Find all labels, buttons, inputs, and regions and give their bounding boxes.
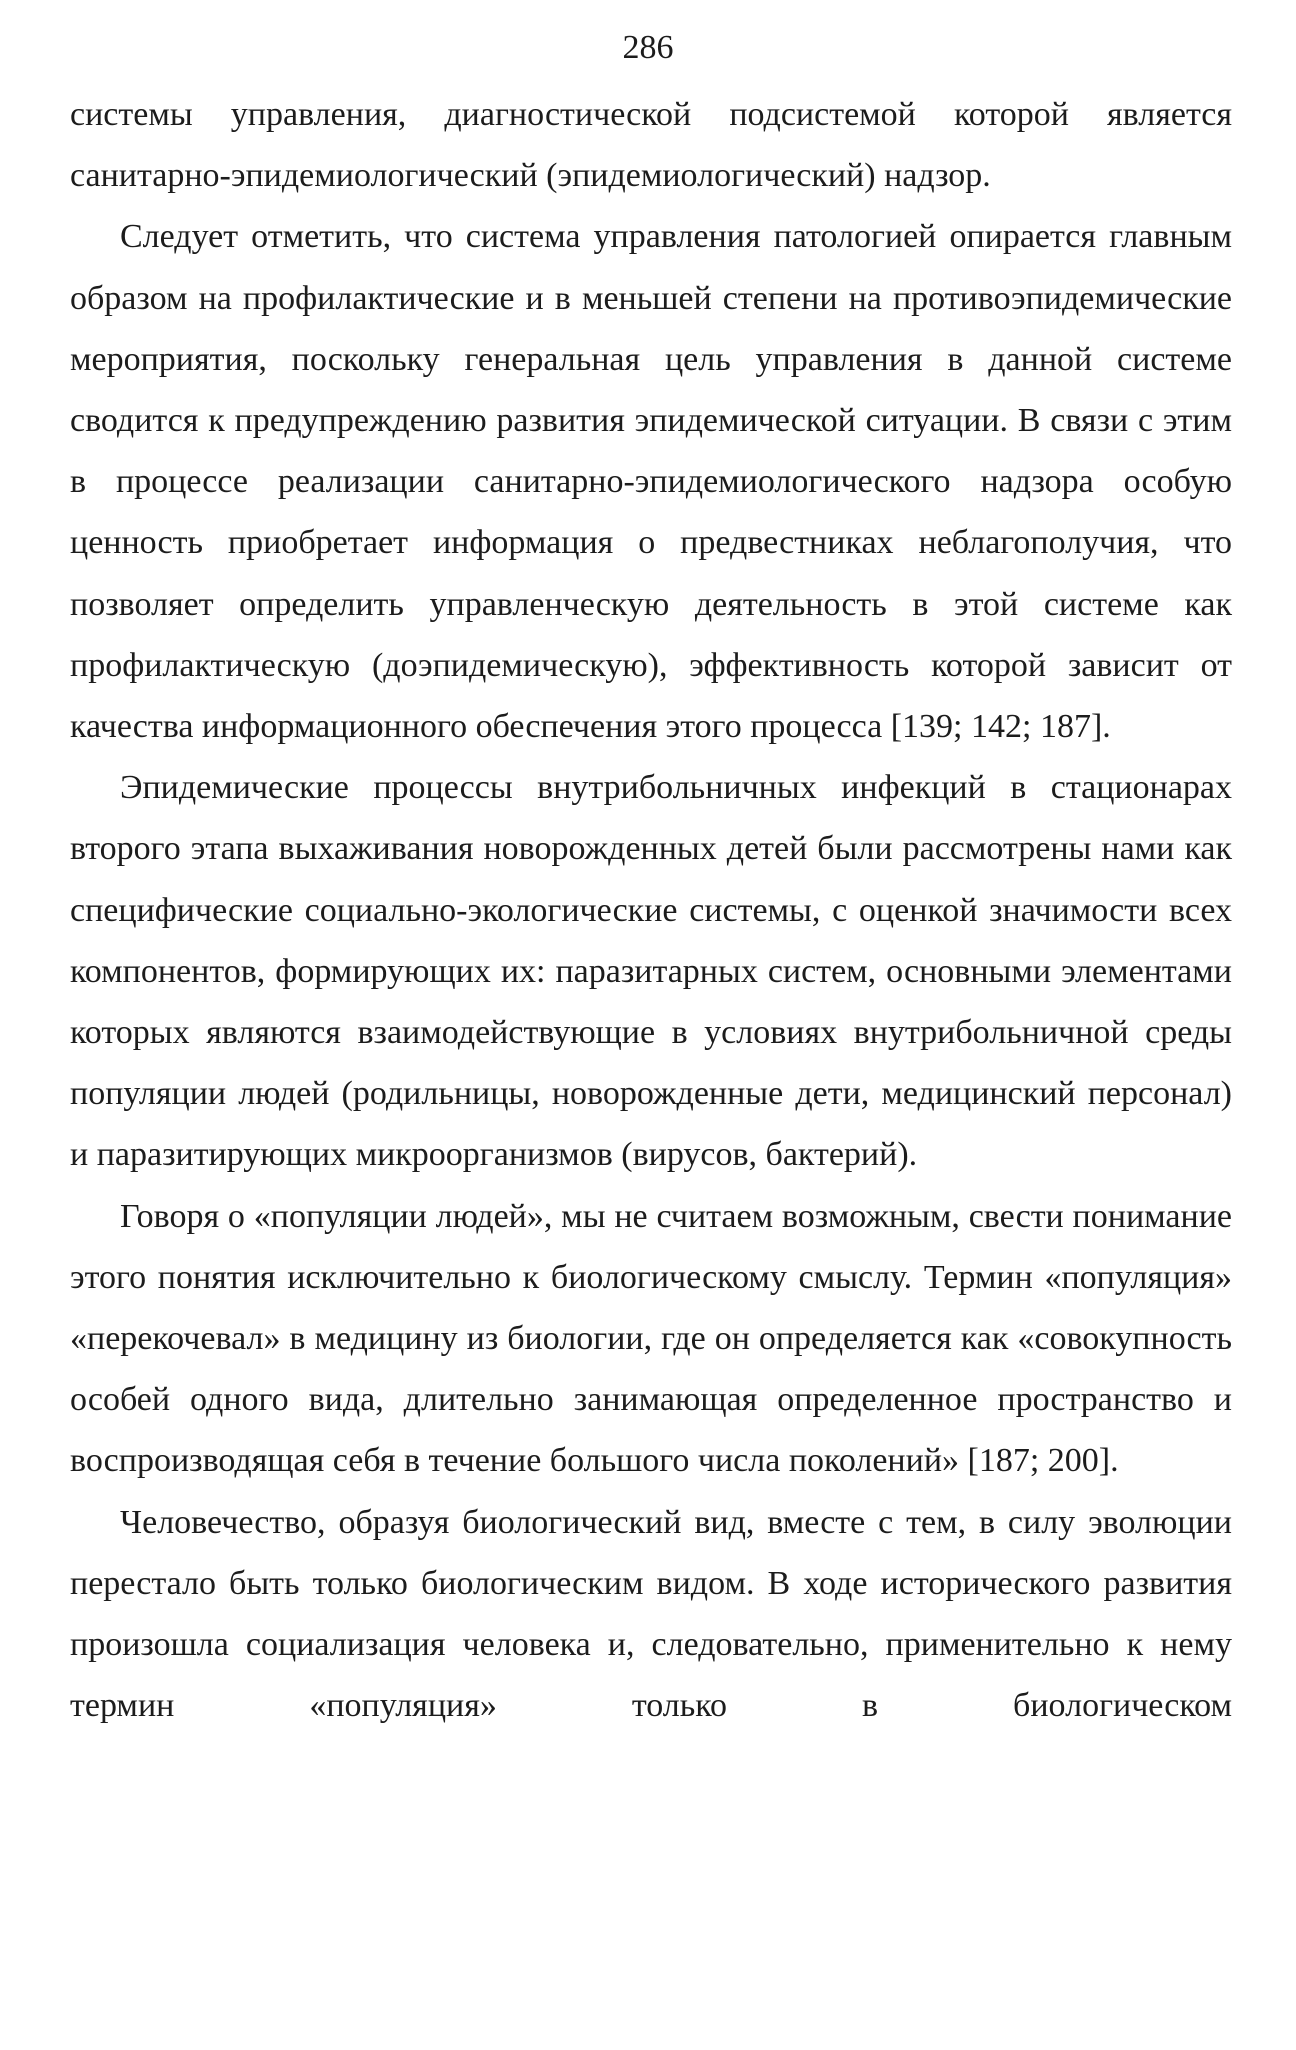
paragraph-management-system: Следует отметить, что система управления патологией опирается главным образом на профилактические и в меньшей степени на противоэпидемические мероприятия, поскольку генеральная цель управления в данной системе сводится к предупреждению развития эпидемической ситуации. В связи с этим в процессе реализации санитарно-эпидемиологического надзора особую ценность приобретает информация о предвестниках неблагополучия, что позволяет определить управленческую деятельность в этой системе как профилактическую (доэпидемическую), эффективность которой зависит от качества информационного обеспечения этого процесса [139; 142; 187]. bbox=[70, 218, 1232, 746]
paragraph-population-term: Говоря о «популяции людей», мы не считаем возможным, свести понимание этого понятия исключительно к биологическому смыслу. Термин «популяция» «перекочевал» в медицину из биологии, где он определяется как «совокупность особей одного вида, длительно занимающая определенное пространство и воспроизводящая себя в течение большого числа поколений» [187; 200]. bbox=[70, 1197, 1232, 1480]
page-number: 286 bbox=[622, 29, 674, 66]
paragraph-epidemic-processes: Эпидемические процессы внутрибольничных инфекций в стационарах второго этапа выхаживания новорожденных детей были рассмотрены нами как специфические социально-экологические системы, с оценкой значимости всех компонентов, формирующих их: паразитарных систем, основными элементами которых являются взаимодействующие в условиях внутрибольничной среды популяции людей (родильницы, новорожденные дети, медицинский персонал) и паразитирующих микроорганизмов (вирусов, бактерий). bbox=[70, 769, 1232, 1174]
paragraph-humanity: Человечество, образуя биологический вид, вместе с тем, в силу эволюции перестало быть только биологическим видом. В ходе исторического развития произошла социализация человека и, следовательно, применительно к нему термин «популяция» только в биологическом bbox=[70, 1503, 1232, 1725]
text-body bbox=[70, 84, 1232, 1736]
paragraph-continuation: системы управления, диагностической подсистемой которой является санитарно-эпидемиологический (эпидемиологический) надзор. bbox=[70, 96, 1232, 195]
